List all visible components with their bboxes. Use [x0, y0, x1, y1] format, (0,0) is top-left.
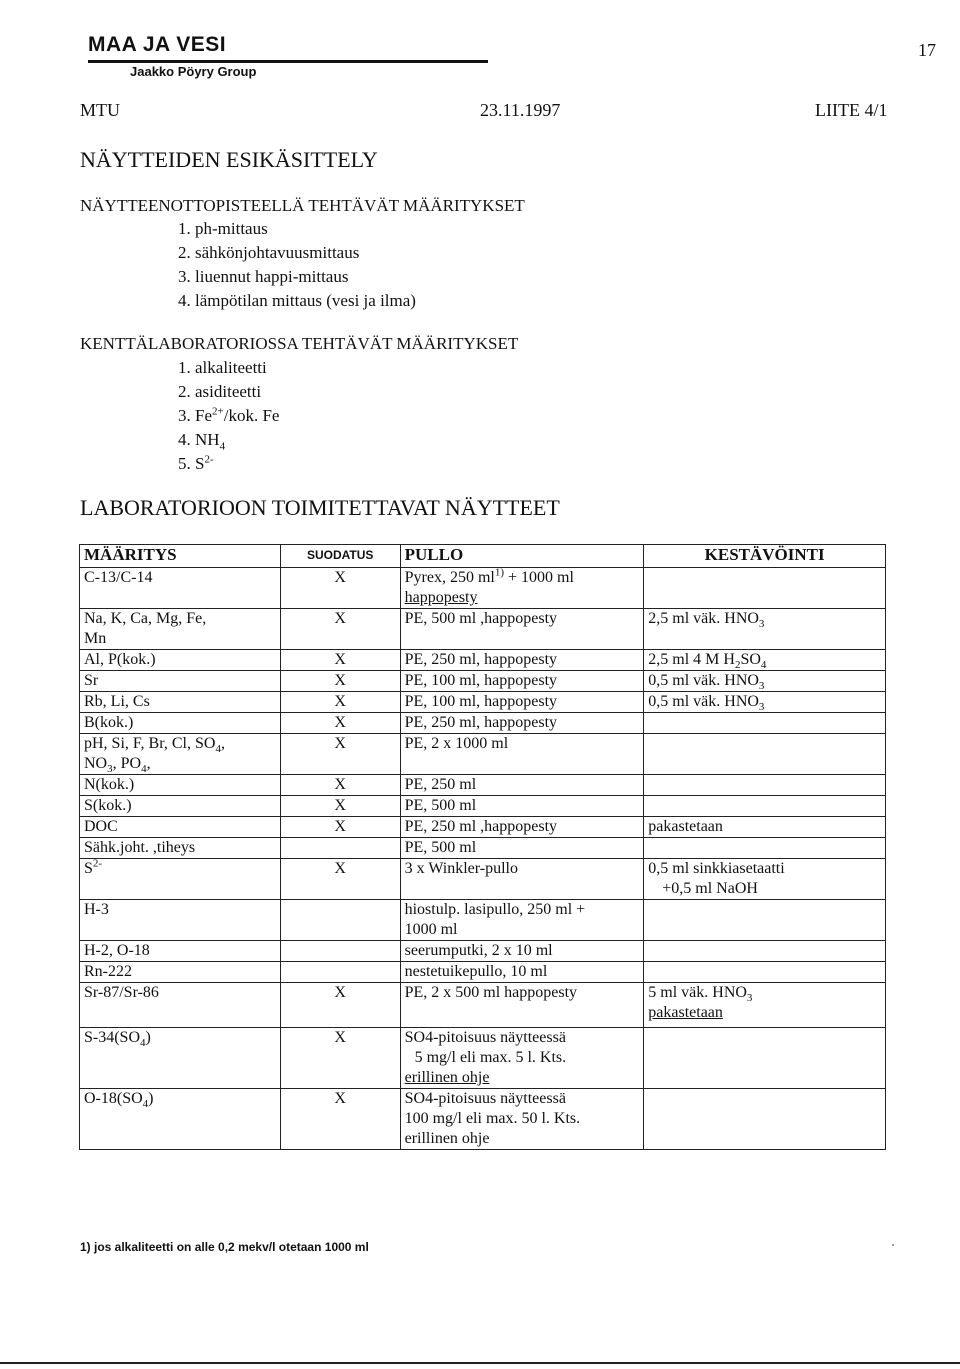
- cell-maaritys: $S^{2-}$: [80, 859, 281, 900]
- cell-maaritys: N(kok.): [80, 775, 281, 796]
- cell-kestavointi: [644, 838, 886, 859]
- cell-suodatus: X: [280, 796, 400, 817]
- table-header-row: [80, 545, 886, 568]
- table-row: [80, 796, 886, 817]
- cell-pullo: PE, 500 ml: [400, 796, 644, 817]
- lab-item: 1. alkaliteetti: [178, 358, 267, 377]
- cell-maaritys: DOC: [80, 817, 281, 838]
- cell-suodatus: X: [280, 713, 400, 734]
- table-row: [80, 1089, 886, 1150]
- cell-suodatus: [280, 941, 400, 962]
- cell-kestavointi: [644, 734, 886, 775]
- cell-maaritys: H-3: [80, 900, 281, 941]
- cell-suodatus: X: [280, 568, 400, 609]
- cell-kestavointi: [644, 796, 886, 817]
- table-row: [80, 817, 886, 838]
- cell-suodatus: X: [280, 609, 400, 650]
- header-date: 23.11.1997: [480, 100, 561, 120]
- cell-pullo: PE, 100 ml, happopesty: [400, 692, 644, 713]
- cell-maaritys: Sr: [80, 671, 281, 692]
- cell-kestavointi: [644, 775, 886, 796]
- cell-maaritys: Sr-87/Sr-86: [80, 983, 281, 1028]
- field-item: 2. sähkönjohtavuusmittaus: [178, 243, 360, 262]
- brand-logo: MAA JA VESI: [88, 33, 227, 56]
- cell-kestavointi: [644, 941, 886, 962]
- cell-suodatus: X: [280, 692, 400, 713]
- col-header-kestavointi: KESTÄVÖINTI: [644, 545, 886, 568]
- scan-speck: [892, 1244, 894, 1246]
- field-item: 1. ph-mittaus: [178, 219, 268, 238]
- cell-pullo: Pyrex, 250 $ml^{1)} + 1000$ ml happopesty: [400, 568, 644, 609]
- table-row: [80, 609, 886, 650]
- cell-kestavointi: 0,5 ml sinkkiasetaatti +0,5 ml NaOH: [644, 859, 886, 900]
- field-heading: NÄYTTEENOTTOPISTEELLÄ TEHTÄVÄT MÄÄRITYKSET: [80, 196, 525, 215]
- table-row: [80, 838, 886, 859]
- cell-pullo: hiostulp. lasipullo, 250 ml + 1000 ml: [400, 900, 644, 941]
- cell-kestavointi: [644, 1028, 886, 1089]
- cell-pullo: PE, 250 ml ,happopesty: [400, 817, 644, 838]
- cell-kestavointi: 5 ml väk. $HNO_3$ pakastetaan: [644, 983, 886, 1028]
- cell-maaritys: pH, Si, F, Br, Cl, $SO_4$, $NO_3$, $PO_4$,: [80, 734, 281, 775]
- lab-item: 3. $Fe^{2+}$/kok. Fe: [178, 405, 280, 425]
- cell-pullo: seerumputki, 2 x 10 ml: [400, 941, 644, 962]
- cell-suodatus: X: [280, 859, 400, 900]
- col-header-maaritys: MÄÄRITYS: [80, 545, 281, 568]
- cell-pullo: PE, 250 ml: [400, 775, 644, 796]
- cell-pullo: PE, 500 ml: [400, 838, 644, 859]
- table-row: [80, 775, 886, 796]
- page-title: NÄYTTEIDEN ESIKÄSITTELY: [80, 147, 378, 172]
- cell-pullo: nestetuikepullo, 10 ml: [400, 962, 644, 983]
- table-row: [80, 568, 886, 609]
- table-row: [80, 941, 886, 962]
- cell-suodatus: X: [280, 1089, 400, 1150]
- table-row: [80, 650, 886, 671]
- col-header-pullo: PULLO: [400, 545, 644, 568]
- cell-kestavointi: pakastetaan: [644, 817, 886, 838]
- table-row: [80, 692, 886, 713]
- cell-suodatus: [280, 838, 400, 859]
- field-item: 4. lämpötilan mittaus (vesi ja ilma): [178, 291, 416, 310]
- cell-suodatus: X: [280, 734, 400, 775]
- cell-kestavointi: [644, 1089, 886, 1150]
- table-row: [80, 734, 886, 775]
- section-heading: LABORATORIOON TOIMITETTAVAT NÄYTTEET: [80, 495, 560, 520]
- table-row: [80, 859, 886, 900]
- cell-maaritys: $S-34(SO_4)$: [80, 1028, 281, 1089]
- lab-item: 4. $NH_4$: [178, 430, 226, 453]
- cell-pullo: PE, 250 ml, happopesty: [400, 650, 644, 671]
- brand-subtitle: Jaakko Pöyry Group: [130, 64, 257, 79]
- cell-pullo: SO4-pitoisuus näytteessä 5 mg/l eli max. 5 l. Kts. erillinen ohje: [400, 1028, 644, 1089]
- cell-maaritys: C-13/C-14: [80, 568, 281, 609]
- brand-rule: [88, 60, 488, 63]
- cell-maaritys: Rn-222: [80, 962, 281, 983]
- cell-kestavointi: [644, 962, 886, 983]
- cell-pullo: PE, 250 ml, happopesty: [400, 713, 644, 734]
- cell-suodatus: X: [280, 983, 400, 1028]
- cell-maaritys: Al, P(kok.): [80, 650, 281, 671]
- lab-item: 2. asiditeetti: [178, 382, 262, 401]
- table-row: [80, 983, 886, 1028]
- header-left: MTU: [80, 100, 120, 120]
- cell-maaritys: B(kok.): [80, 713, 281, 734]
- lab-item: 5. $S^{2-}$: [178, 453, 214, 473]
- cell-maaritys: S(kok.): [80, 796, 281, 817]
- cell-suodatus: X: [280, 671, 400, 692]
- cell-pullo: PE, 2 x 500 ml happopesty: [400, 983, 644, 1028]
- page-number: 17: [918, 40, 936, 60]
- table-row: [80, 962, 886, 983]
- field-item: 3. liuennut happi-mittaus: [178, 267, 349, 286]
- cell-kestavointi: 2,5 ml 4 M $H_2SO_4$: [644, 650, 886, 671]
- cell-kestavointi: 0,5 ml väk. $HNO_3$: [644, 692, 886, 713]
- header-right: LIITE 4/1: [815, 100, 888, 120]
- footnote: 1) jos alkaliteetti on alle 0,2 mekv/l otetaan 1000 ml: [80, 1240, 369, 1254]
- cell-suodatus: [280, 962, 400, 983]
- lab-heading: KENTTÄLABORATORIOSSA TEHTÄVÄT MÄÄRITYKSET: [80, 334, 519, 353]
- col-header-suodatus: SUODATUS: [280, 545, 400, 568]
- cell-suodatus: [280, 900, 400, 941]
- cell-kestavointi: 2,5 ml väk. $HNO_3$: [644, 609, 886, 650]
- cell-pullo: PE, 500 ml ,happopesty: [400, 609, 644, 650]
- table-row: [80, 713, 886, 734]
- table-row: [80, 900, 886, 941]
- cell-maaritys: H-2, O-18: [80, 941, 281, 962]
- cell-maaritys: $O-18(SO_4)$: [80, 1089, 281, 1150]
- requirements-table: [79, 544, 886, 1150]
- cell-pullo: 3 x Winkler-pullo: [400, 859, 644, 900]
- table-row: [80, 671, 886, 692]
- cell-kestavointi: 0,5 ml väk. $HNO_3$: [644, 671, 886, 692]
- cell-maaritys: Na, K, Ca, Mg, Fe, Mn: [80, 609, 281, 650]
- cell-pullo: PE, 100 ml, happopesty: [400, 671, 644, 692]
- bottom-rule: [0, 1362, 960, 1364]
- cell-suodatus: X: [280, 650, 400, 671]
- cell-kestavointi: [644, 568, 886, 609]
- cell-suodatus: X: [280, 775, 400, 796]
- cell-kestavointi: [644, 900, 886, 941]
- table-row: [80, 1028, 886, 1089]
- cell-pullo: SO4-pitoisuus näytteessä 100 mg/l eli max. 50 l. Kts. erillinen ohje: [400, 1089, 644, 1150]
- cell-suodatus: X: [280, 1028, 400, 1089]
- cell-suodatus: X: [280, 817, 400, 838]
- cell-kestavointi: [644, 713, 886, 734]
- cell-maaritys: Sähk.joht. ,tiheys: [80, 838, 281, 859]
- cell-pullo: PE, 2 x 1000 ml: [400, 734, 644, 775]
- cell-maaritys: Rb, Li, Cs: [80, 692, 281, 713]
